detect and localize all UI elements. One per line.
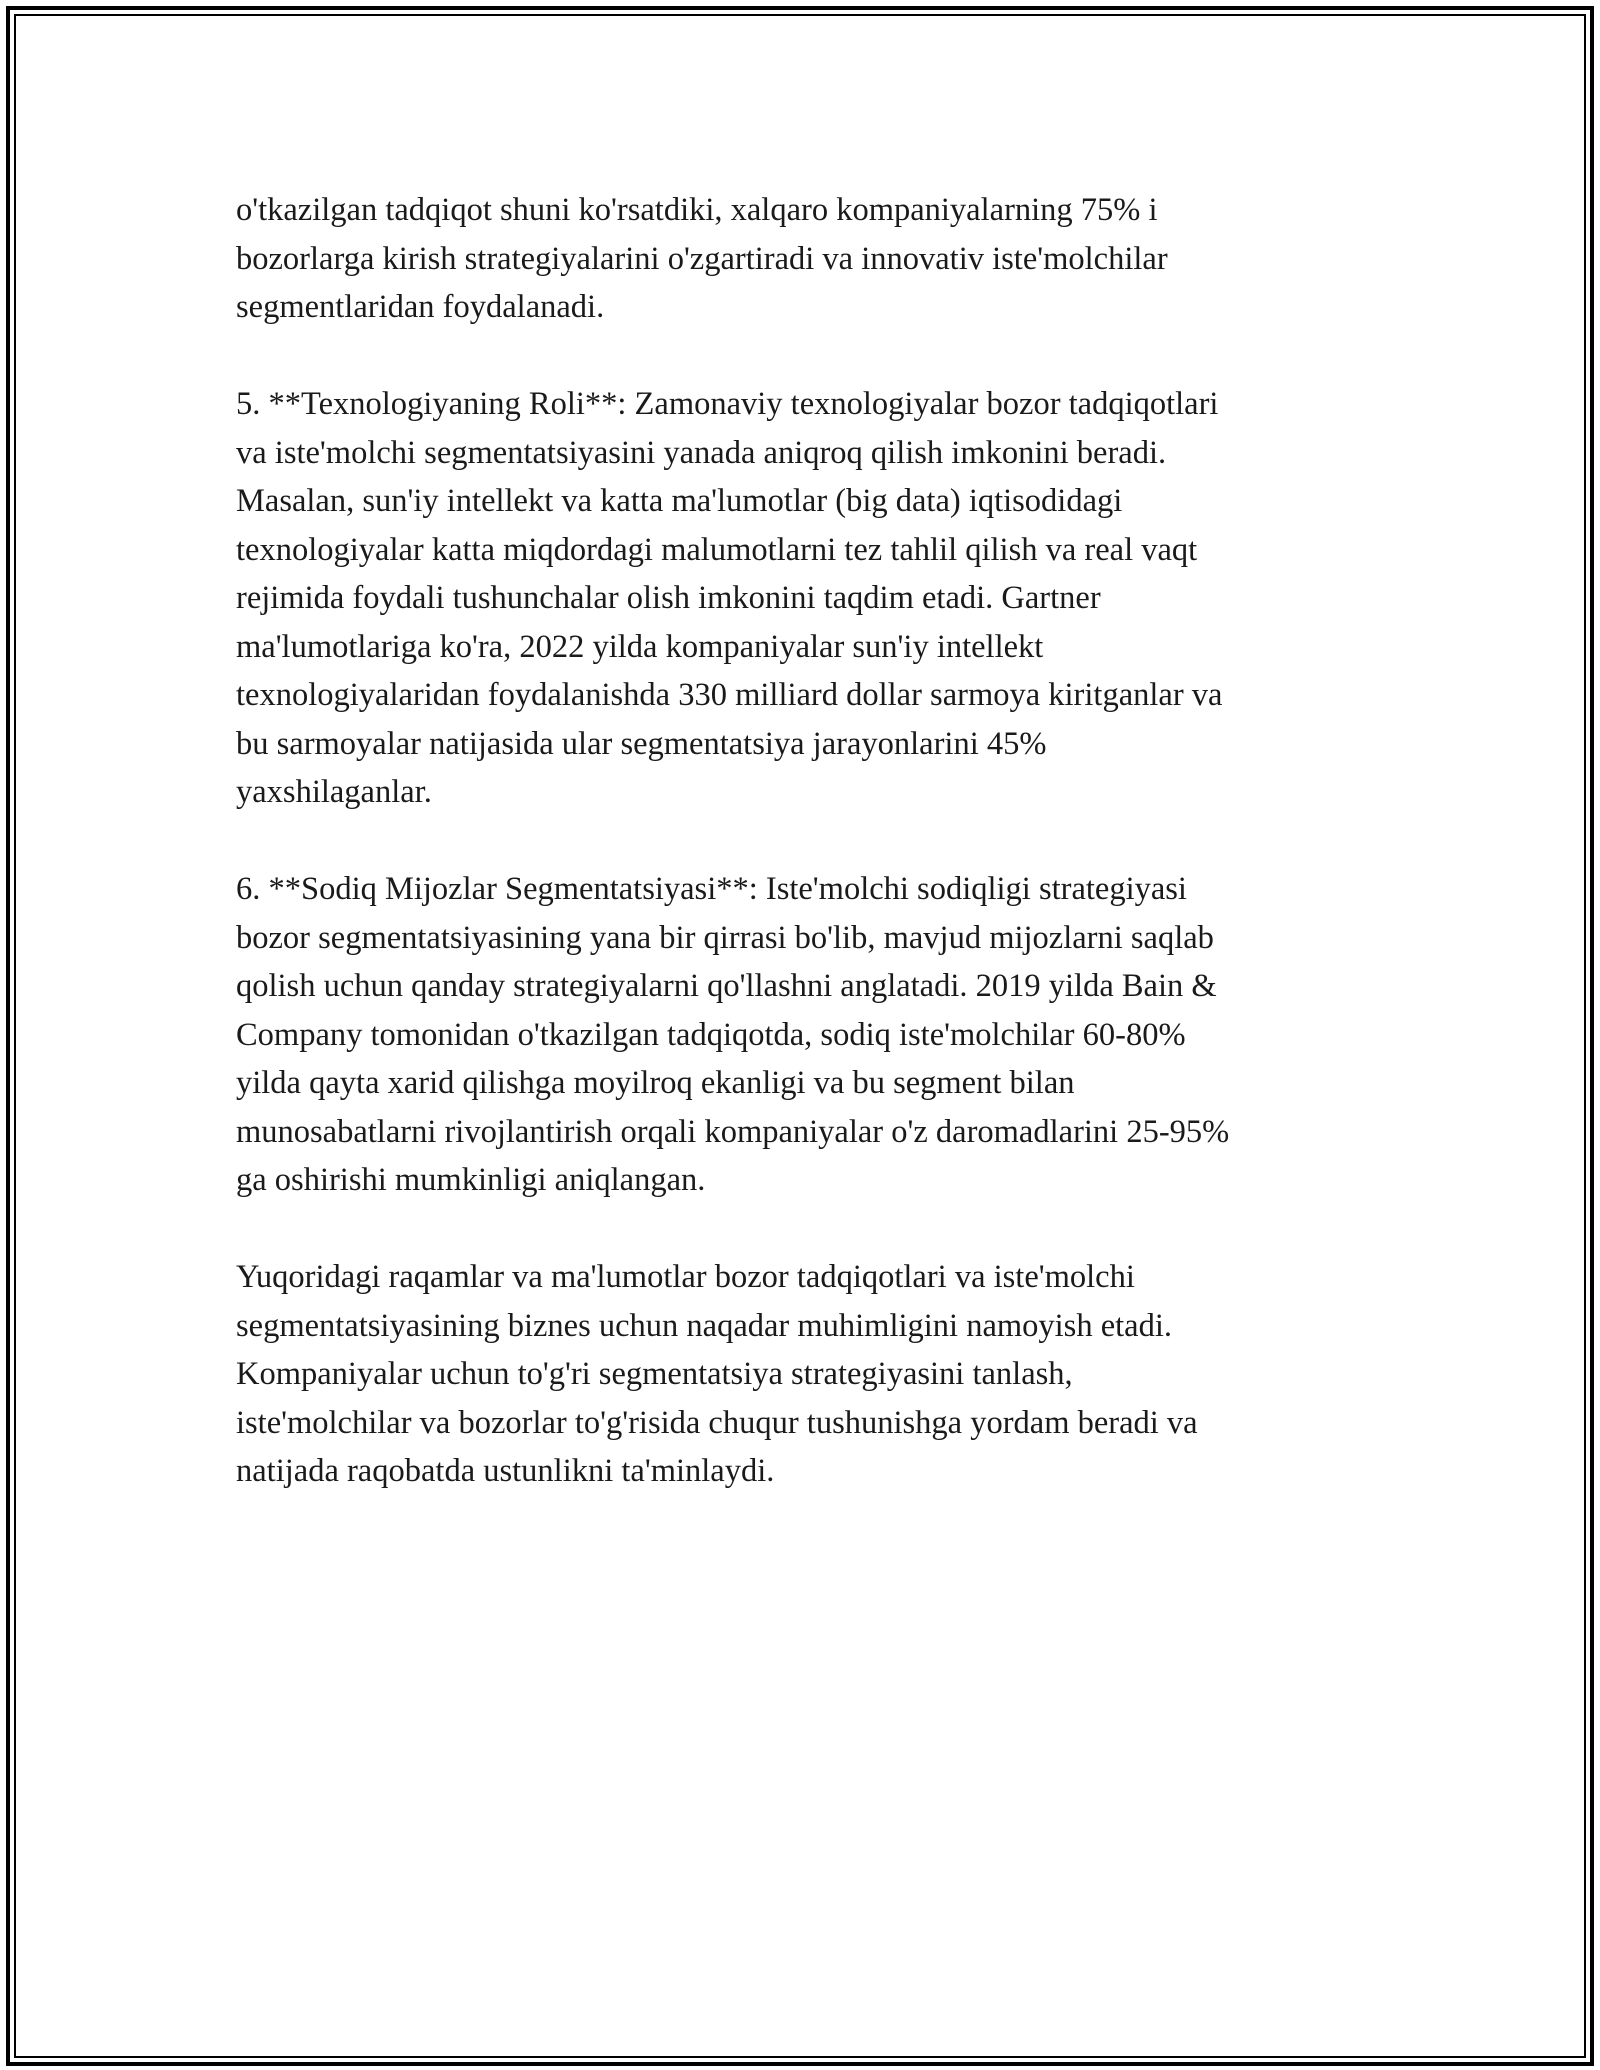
paragraph-technology-role: 5. **Texnologiyaning Roli**: Zamonaviy texnologiyalar bozor tadqiqotlari va iste'molchi segmentatsiyasini yanada aniqroq qilish imkonini beradi. Masalan, sun'iy intellekt va katta ma'lumotlar (big data) iqtisodidagi texnologiyalar katta miqdordagi malumotlarni tez tahlil qilish va real vaqt rejimida foydali tushunchalar olish imkonini taqdim etadi. Gartner ma'lumotlariga ko'ra, 2022 yilda kompaniyalar sun'iy intellekt texnologiyalaridan foydalanishda 330 milliard dollar sarmoya kiritganlar va bu sarmoyalar natijasida ular segmentatsiya jarayonlarini 45% yaxshilaganlar. bbox=[236, 386, 1223, 810]
paragraph-loyal-customer-segmentation: 6. **Sodiq Mijozlar Segmentatsiyasi**: Iste'molchi sodiqligi strategiyasi bozor segmentatsiyasining yana bir qirrasi bo'lib, mavjud mijozlarni saqlab qolish uchun qanday strategiyalarni qo'llashni anglatadi. 2019 yilda Bain & Company tomonidan o'tkazilgan tadqiqotda, sodiq iste'molchilar 60-80% yilda qayta xarid qilishga moyilroq ekanligi va bu segment bilan munosabatlarni rivojlantirish orqali kompaniyalar o'z daromadlarini 25-95% ga oshirishi mumkinligi aniqlangan. bbox=[236, 871, 1230, 1198]
paragraph-intro-continuation: o'tkazilgan tadqiqot shuni ko'rsatdiki, xalqaro kompaniyalarning 75% i bozorlarga kirish strategiyalarini o'zgartiradi va innovativ iste'molchilar segmentlaridan foydalanadi. bbox=[236, 192, 1168, 325]
paragraph-conclusion: Yuqoridagi raqamlar va ma'lumotlar bozor tadqiqotlari va iste'molchi segmentatsiyasining biznes uchun naqadar muhimligini namoyish etadi. Kompaniyalar uchun to'g'ri segmentatsiya strategiyasini tanlash, iste'molchilar va bozorlar to'g'risida chuqur tushunishga yordam beradi va natijada raqobatda ustunlikni ta'minlaydi. bbox=[236, 1259, 1198, 1489]
document-body bbox=[236, 186, 1366, 1544]
